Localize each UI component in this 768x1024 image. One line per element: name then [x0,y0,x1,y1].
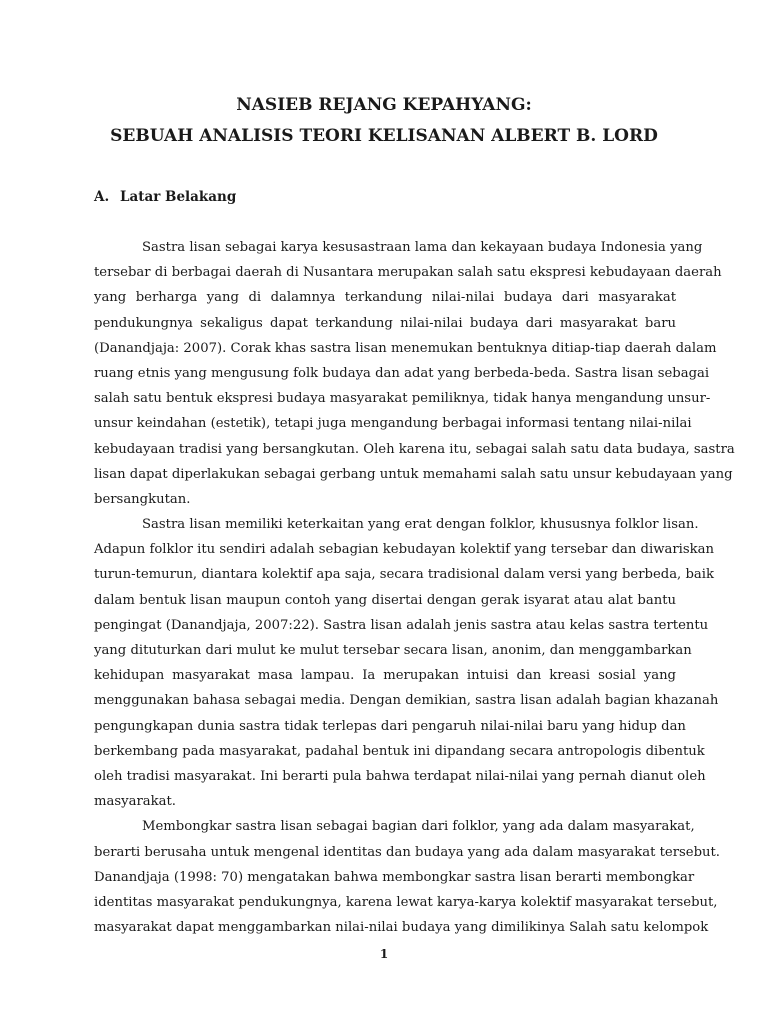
paragraph [94,235,735,512]
text-line: Danandjaja (1998: 70) mengatakan bahwa membongkar sastra lisan berarti membongkar [94,869,695,885]
text-line: yang berharga yang di dalamnya terkandung nilai-nilai budaya dari masyarakat [94,290,676,306]
text-line: unsur keindahan (estetik), tetapi juga mengandung berbagai informasi tentang nilai-nilai [94,416,692,432]
body-text [94,235,735,940]
title-line-2: SEBUAH ANALISIS TEORI KELISANAN ALBERT B. LORD [110,126,658,146]
text-line: turun-temurun, diantara kolektif apa saja, secara tradisional dalam versi yang berbeda, baik [94,567,714,583]
section-title: Latar Belakang [120,189,237,205]
document-title [0,90,768,152]
title-line-1: NASIEB REJANG KEPAHYANG: [236,95,532,115]
section-label: A. [94,189,110,205]
text-line: berkembang pada masyarakat, padahal bentuk ini dipandang secara antropologis dibentuk [94,743,705,759]
section-heading [94,187,236,207]
text-line: kehidupan masyarakat masa lampau. Ia merupakan intuisi dan kreasi sosial yang [94,668,676,684]
text-line: ruang etnis yang mengusung folk budaya dan adat yang berbeda-beda. Sastra lisan sebagai [94,365,710,381]
text-line: Membongkar sastra lisan sebagai bagian dari folklor, yang ada dalam masyarakat, [142,819,695,835]
page-number: 1 [379,947,389,961]
text-line: masyarakat. [94,794,176,810]
text-line: Adapun folklor itu sendiri adalah sebagian kebudayan kolektif yang tersebar dan diwariskan [94,542,715,558]
text-line: Sastra lisan sebagai karya kesusastraan lama dan kekayaan budaya Indonesia yang [142,240,703,255]
text-line: pengungkapan dunia sastra tidak terlepas dari pengaruh nilai-nilai baru yang hidup dan [94,718,686,734]
text-line: pendukungnya sekaligus dapat terkandung nilai-nilai budaya dari masyarakat baru [94,315,676,331]
text-line: oleh tradisi masyarakat. Ini berarti pula bahwa terdapat nilai-nilai yang pernah dianut oleh [94,768,706,784]
text-line: yang dituturkan dari mulut ke mulut tersebar secara lisan, anonim, dan menggambarkan [94,643,692,658]
text-line: identitas masyarakat pendukungnya, karena lewat karya-karya kolektif masyarakat tersebut, [94,894,718,910]
paragraph [94,512,719,814]
text-line: tersebar di berbagai daerah di Nusantara merupakan salah satu ekspresi kebudayaan daerah [94,265,722,281]
paragraph [94,814,720,940]
text-line: dalam bentuk lisan maupun contoh yang disertai dengan gerak isyarat atau alat bantu [94,592,676,608]
text-line: lisan dapat diperlakukan sebagai gerbang untuk memahami salah satu unsur kebudayaan yang [94,466,733,482]
text-line: masyarakat dapat menggambarkan nilai-nilai budaya yang dimilikinya Salah satu kelompok [94,920,709,936]
text-line: Sastra lisan memiliki keterkaitan yang erat dengan folklor, khususnya folklor lisan. [142,517,699,533]
text-line: (Danandjaja: 2007). Corak khas sastra lisan menemukan bentuknya ditiap-tiap daerah dalam [94,340,717,356]
text-line: menggunakan bahasa sebagai media. Dengan demikian, sastra lisan adalah bagian khazanah [94,693,719,709]
text-line: salah satu bentuk ekspresi budaya masyarakat pemiliknya, tidak hanya mengandung unsur- [94,391,711,407]
text-line: bersangkutan. [94,491,191,507]
text-line: pengingat (Danandjaja, 2007:22). Sastra lisan adalah jenis sastra atau kelas sastra tertentu [94,617,709,633]
text-line: berarti berusaha untuk mengenal identitas dan budaya yang ada dalam masyarakat tersebut. [94,844,720,860]
text-line: kebudayaan tradisi yang bersangkutan. Oleh karena itu, sebagai salah satu data budaya, sastra [94,441,735,457]
